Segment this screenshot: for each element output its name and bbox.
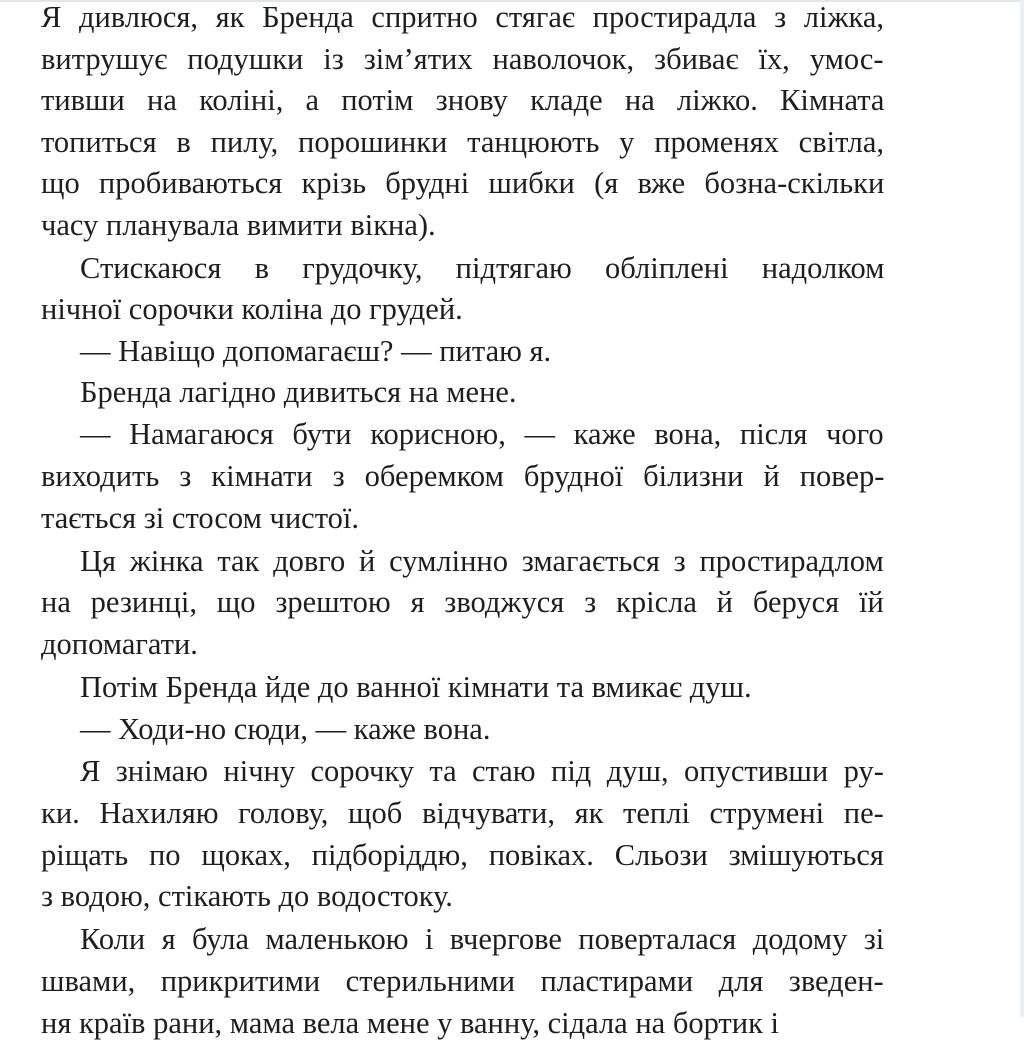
text-line: топиться в пилу, порошинки танцюють у променях світла, — [41, 125, 885, 159]
text-line: — Навіщо допомагаєш? — питаю я. — [80, 334, 552, 368]
text-line: що пробиваються крізь брудні шибки (я вже бозна-скільки — [41, 166, 885, 200]
text-line: Коли я була маленькою і вчергове поверталася додому зі — [80, 922, 885, 956]
text-line: виходить з кімнати з оберемком брудної білизни й повер- — [41, 459, 885, 493]
text-line: Бренда лагідно дивиться на мене. — [80, 375, 517, 409]
text-line: на резинці, що зрештою я зводжуся з крісла й беруся їй — [41, 585, 884, 619]
viewer-scrollbar-edge — [1020, 0, 1024, 1017]
text-line: тається зі стосом чистої. — [41, 501, 359, 535]
text-line: Я дивлюся, як Бренда спритно стягає простирадла з ліжка, — [41, 0, 885, 34]
text-line: часу планувала вимити вікна). — [41, 208, 436, 242]
text-line: — Ходи-но сюди, — каже вона. — [80, 712, 491, 746]
text-line: швами, прикритими стерильними пластирами для зведен- — [41, 964, 884, 998]
text-line: Стискаюся в грудочку, підтягаю обліплені надолком — [80, 251, 885, 285]
text-line: нічної сорочки коліна до грудей. — [41, 292, 463, 326]
text-line: Потім Бренда йде до ванної кімнати та вмикає душ. — [80, 670, 752, 704]
text-line: — Намагаюся бути корисною, — каже вона, після чого — [80, 417, 884, 451]
text-line: тивши на коліні, а потім знову кладе на ліжко. Кімната — [41, 83, 885, 117]
text-line: витрушує подушки із зім’ятих наволочок, збиває їх, умос- — [41, 42, 884, 76]
text-line: ріщать по щоках, підборіддю, повіках. Сльози змішуються — [41, 838, 884, 872]
text-line: ки. Нахиляю голову, щоб відчувати, як теплі струмені пе- — [41, 796, 884, 830]
text-line: Ця жінка так довго й сумлінно змагається з простирадлом — [80, 544, 884, 578]
text-line: з водою, стікають до водостоку. — [41, 879, 453, 913]
text-line: Я знімаю нічну сорочку та стаю під душ, опустивши ру- — [80, 754, 884, 788]
text-line: допомагати. — [41, 627, 198, 661]
text-line: ня країв рани, мама вела мене у ванну, сідала на бортик і — [41, 1006, 780, 1040]
document-page — [41, 0, 885, 1040]
